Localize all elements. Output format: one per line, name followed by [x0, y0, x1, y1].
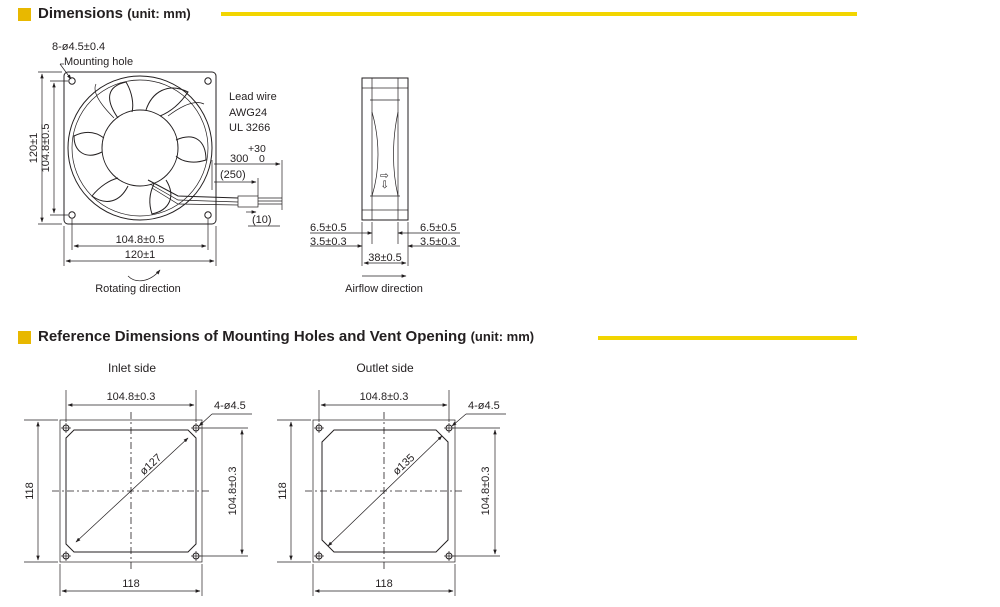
venturi-circle: [68, 76, 212, 220]
dimensions-unit: (unit: mm): [127, 6, 191, 21]
lead-wire-spec: [212, 91, 282, 226]
inlet-hole-spec: 4-ø4.5: [214, 400, 246, 412]
lead-wire-label: Lead wire: [229, 91, 277, 103]
lead-wire-awg: AWG24: [229, 107, 268, 119]
side-right-top-label: 6.5±0.5: [420, 222, 457, 234]
inlet-pitch-top-label: 104.8±0.3: [106, 391, 156, 403]
front-mounting-holes: [69, 78, 211, 218]
width-outer-label: 120±1: [124, 249, 156, 261]
height-outer-label: 120±1: [28, 132, 40, 164]
hole-spec-label: 8-ø4.5±0.4: [52, 41, 106, 53]
rotation-arrow: [128, 270, 160, 281]
side-left-bottom-label: 3.5±0.3: [310, 236, 347, 248]
side-right-bottom-label: 3.5±0.3: [420, 236, 457, 248]
outlet-diameter-label: ø135: [390, 451, 418, 478]
outlet-width-label: 118: [375, 578, 393, 590]
height-inner-label: 104.8±0.5: [40, 123, 52, 173]
lead-length-tol-plus: +30: [248, 143, 266, 155]
inlet-diameter-dim: [76, 438, 188, 542]
reference-title: Reference Dimensions of Mounting Holes and Vent Opening: [38, 328, 467, 345]
airflow-direction-label: Airflow direction: [345, 283, 423, 295]
dimensions-title: Dimensions: [38, 5, 124, 22]
inlet-title: Inlet side: [107, 361, 157, 375]
lead-inner-length: (250): [220, 169, 246, 181]
rotating-direction-label: Rotating direction: [95, 283, 181, 295]
mounting-hole-label: Mounting hole: [64, 56, 134, 68]
lead-wire-ul: UL 3266: [229, 122, 271, 134]
inlet-diameter-label: ø127: [137, 451, 165, 478]
reference-unit: (unit: mm): [470, 329, 535, 344]
fan-frame: [64, 72, 216, 224]
outlet-title: Outlet side: [356, 361, 414, 375]
lead-strip-length: (10): [252, 214, 272, 226]
lead-length-tol-minus: 0: [259, 153, 265, 165]
outlet-side-drawing: [277, 361, 506, 596]
inlet-side-drawing: [24, 361, 252, 596]
side-frame: [362, 78, 408, 220]
outlet-height-label: 118: [277, 482, 289, 500]
fan-blades: [74, 82, 206, 214]
fan-front-view: [28, 41, 282, 295]
inlet-pitch-side-label: 104.8±0.3: [227, 466, 239, 516]
width-inner-label: 104.8±0.5: [115, 234, 165, 246]
side-left-top-label: 6.5±0.5: [310, 222, 347, 234]
fan-side-view: [310, 78, 460, 295]
inlet-width-label: 118: [122, 578, 140, 590]
outlet-pitch-side-label: 104.8±0.3: [480, 466, 492, 516]
inlet-height-label: 118: [24, 482, 36, 500]
outlet-hole-spec: 4-ø4.5: [468, 400, 500, 412]
outlet-pitch-top-label: 104.8±0.3: [359, 391, 409, 403]
fan-hub: [102, 110, 178, 186]
lead-length-value: 300: [230, 153, 249, 165]
depth-label: 38±0.5: [368, 252, 402, 264]
side-marking: ⇦⇩: [379, 171, 391, 189]
